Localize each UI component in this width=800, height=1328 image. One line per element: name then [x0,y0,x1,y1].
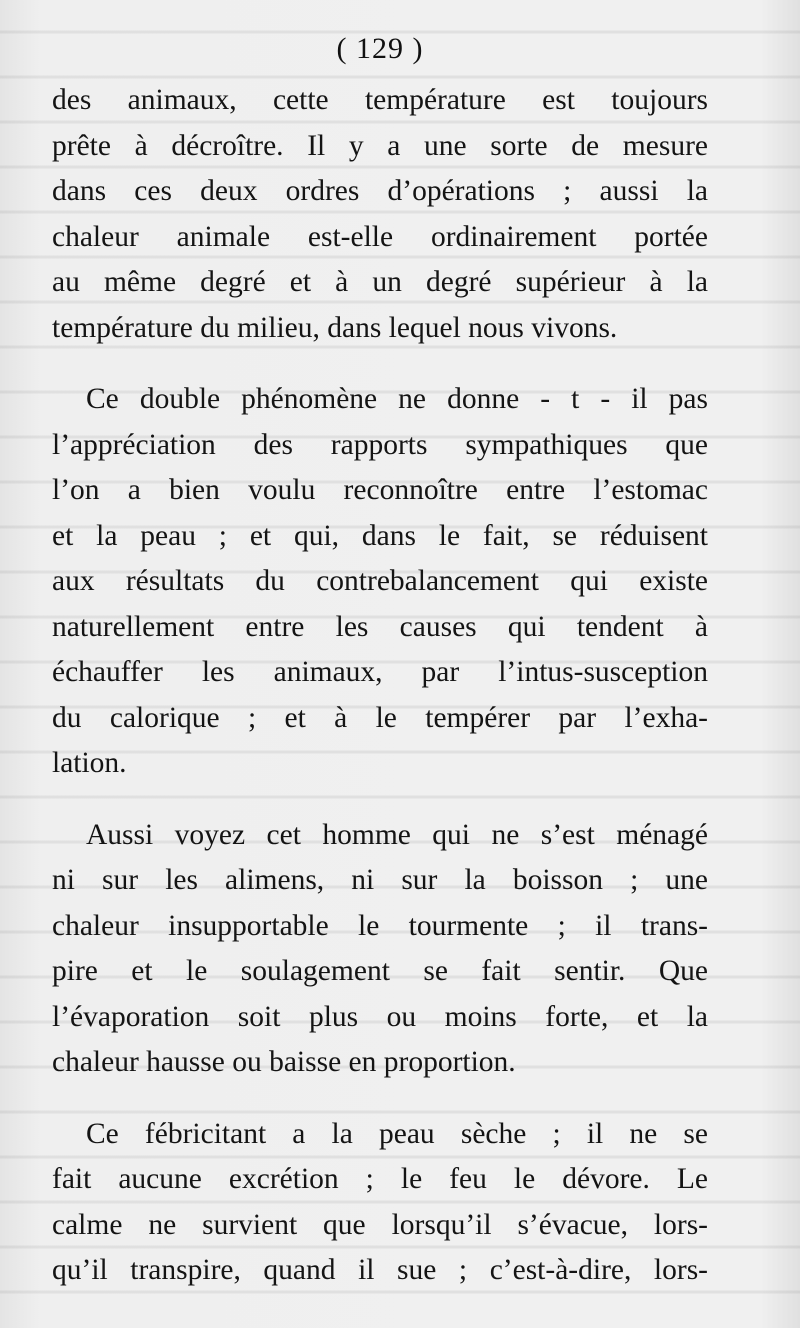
text-line: chaleur insupportable le tourmente ; il trans- [52,909,708,942]
text-line: Ce fébricitant a la peau sèche ; il ne se [86,1117,708,1150]
paragraph-1 [52,78,708,351]
text-line: naturellement entre les causes qui tendent à [52,610,708,643]
text-line: ni sur les alimens, ni sur la boisson ; une [52,864,708,896]
text-line: au même degré et à un degré supérieur à la [52,266,708,298]
text-line: chaleur hausse ou baisse en proportion. [52,1046,516,1078]
page-number: ( 129 ) [336,32,424,65]
text-line: lation. [52,747,127,779]
paragraph-4 [52,1112,708,1294]
text-line: chaleur animale est-elle ordinairement portée [52,220,708,253]
text-line: du calorique ; et à le tempérer par l’exha- [52,701,708,734]
body-text [52,78,708,1294]
text-line: Ce double phénomène ne donne - t - il pas [86,383,708,415]
text-line: l’évaporation soit plus ou moins forte, et la [52,1000,708,1033]
text-line: qu’il transpire, quand il sue ; c’est-à-dire, lors- [52,1254,708,1286]
text-line: température du milieu, dans lequel nous vivons. [52,311,618,344]
paragraph-2 [52,377,708,787]
text-line: Aussi voyez cet homme qui ne s’est ménagé [86,818,708,851]
paragraph-gap [52,351,708,377]
text-line: pire et le soulagement se fait sentir. Que [52,955,708,987]
text-line: et la peau ; et qui, dans le fait, se réduisent [52,519,708,552]
text-line: des animaux, cette température est toujours [52,84,708,116]
text-line: fait aucune excrétion ; le feu le dévore. Le [52,1163,708,1195]
text-line: échauffer les animaux, par l’intus-susception [52,656,708,688]
paragraph-gap [52,1086,708,1112]
text-line: calme ne survient que lorsqu’il s’évacue, lors- [52,1208,708,1241]
text-line: aux résultats du contrebalancement qui existe [52,565,708,597]
text-line: l’on a bien voulu reconnoître entre l’estomac [52,474,708,506]
text-line: dans ces deux ordres d’opérations ; aussi la [52,175,708,207]
paragraph-3 [52,813,708,1086]
paragraph-gap [52,787,708,813]
text-line: l’appréciation des rapports sympathiques que [52,428,708,461]
text-line: prête à décroître. Il y a une sorte de mesure [52,129,708,162]
